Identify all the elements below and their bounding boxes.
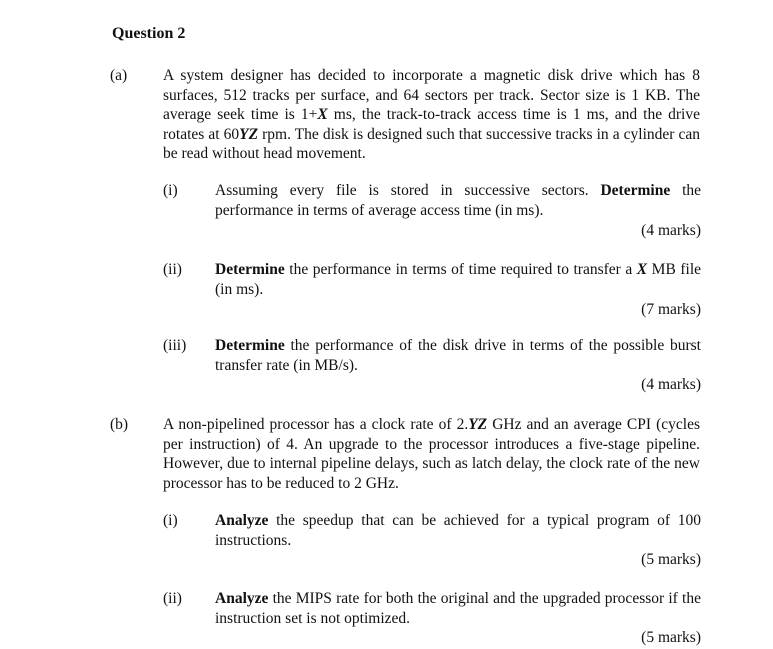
part-b-i-marks: (5 marks) (641, 551, 701, 568)
part-a-ii-mid: the performance in terms of time required to transfer a (284, 261, 637, 278)
part-b-ii-label: (ii) (163, 590, 182, 607)
part-a-ii-label: (ii) (163, 261, 182, 278)
part-b-i-text (215, 511, 701, 550)
part-b-ii-post: the MIPS rate for both the original and the upgraded processor if the instruction set is not optimized. (215, 590, 701, 627)
part-a-intro (163, 66, 700, 164)
part-a-i-verb: Determine (600, 182, 671, 199)
part-a-ii-var-x: X (636, 261, 648, 278)
part-a-intro-text-2: ms, the track-to-track access time is 1 ms, and the drive rotates at 60 (163, 106, 700, 143)
part-b-ii-verb: Analyze (215, 590, 269, 607)
part-b-ii-text (215, 589, 701, 628)
part-b-intro-var-yz: YZ (468, 416, 488, 433)
part-a-ii-text (215, 260, 701, 299)
part-a-intro-text-1: A system designer has decided to incorporate a magnetic disk drive which has 8 surfaces, 512 tracks per surface, and 64 sectors per track. Sector size is 1 KB. The average seek time is 1+ (163, 67, 700, 124)
part-b-i-verb: Analyze (215, 512, 269, 529)
part-a-iii-verb: Determine (215, 337, 285, 354)
part-a-i-pre: Assuming every file is stored in successive sectors. (215, 182, 601, 199)
part-b-intro-text-2: GHz and an average CPI (cycles per instruction) of 4. An upgrade to the processor introduces a five-stage pipeline. However, due to internal pipeline delays, such as latch delay, the clock rate of the new processor has to be reduced to 2 GHz. (163, 416, 701, 492)
part-a-iii-post: the performance of the disk drive in terms of the possible burst transfer rate (in MB/s). (215, 337, 701, 374)
part-b-intro-text-1: A non-pipelined processor has a clock rate of 2. (163, 416, 469, 433)
part-a-i-label: (i) (163, 182, 178, 199)
part-a-i-text (215, 181, 701, 220)
part-a-ii-verb: Determine (215, 261, 285, 278)
part-a-intro-var-x: X (317, 106, 328, 124)
part-b-label: (b) (110, 416, 129, 433)
part-a-i-post: the performance in terms of average access time (in ms). (215, 182, 702, 219)
part-a-iii-marks: (4 marks) (641, 376, 701, 393)
part-a-iii-label: (iii) (163, 337, 187, 354)
part-a-ii-post: MB file (in ms). (215, 261, 701, 298)
part-a-intro-text-3: rpm. The disk is designed such that successive tracks in a cylinder can be read without head movement. (163, 125, 700, 163)
part-a-i-marks: (4 marks) (641, 222, 701, 239)
part-b-ii-marks: (5 marks) (641, 629, 701, 646)
part-a-iii-text (215, 336, 701, 375)
part-b-i-label: (i) (163, 512, 178, 529)
part-a-ii-marks: (7 marks) (641, 301, 701, 318)
part-b-i-post: the speedup that can be achieved for a typical program of 100 instructions. (215, 512, 701, 549)
part-a-label: (a) (110, 67, 128, 84)
question-title: Question 2 (112, 25, 186, 42)
part-b-intro (163, 415, 700, 493)
part-a-intro-var-yz: YZ (239, 125, 259, 143)
